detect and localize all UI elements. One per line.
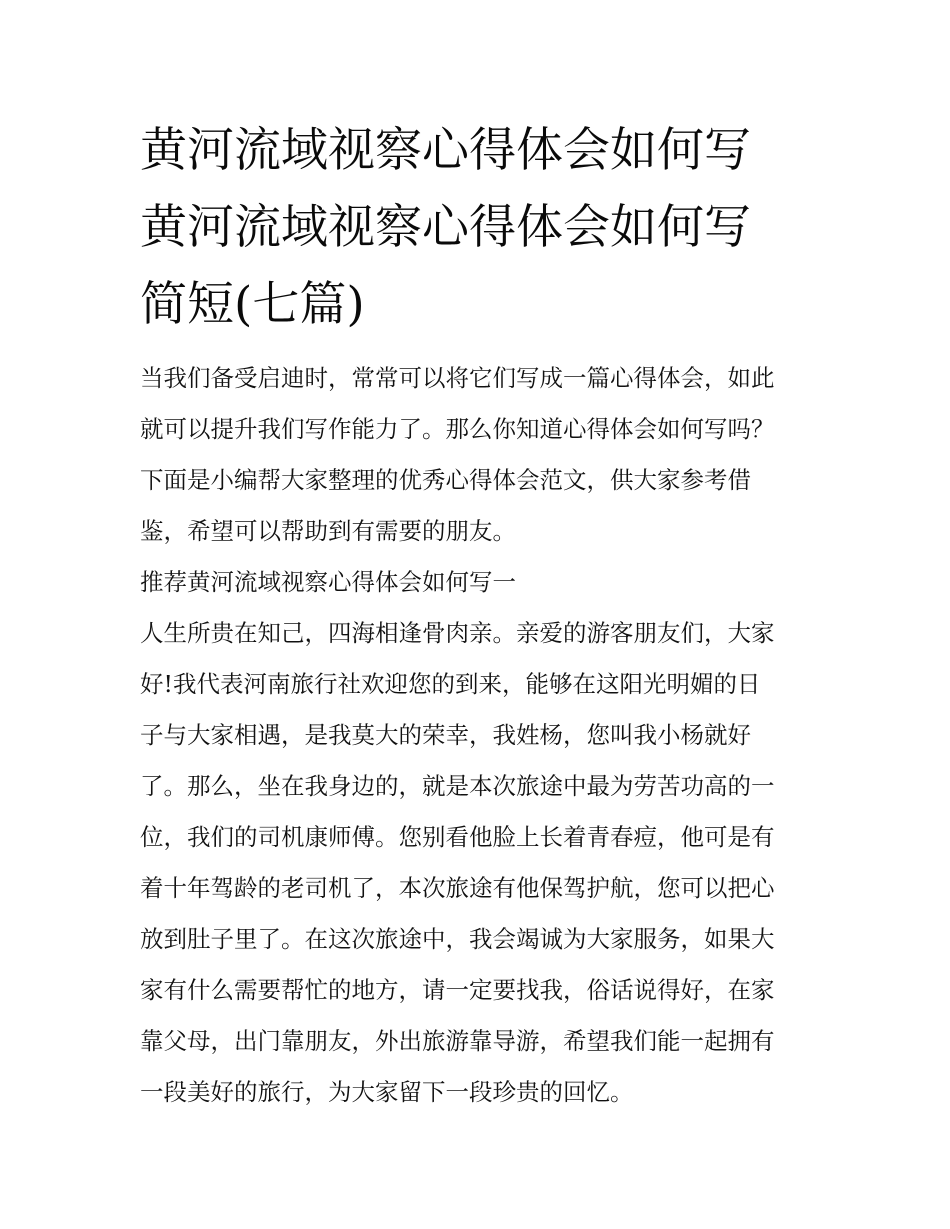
title-line: 黄河流域视察心得体会如何写 <box>140 123 751 178</box>
body-line: 放到肚子里了。在这次旅途中，我会竭诚为大家服务，如果大 <box>140 925 775 953</box>
intro-line: 就可以提升我们写作能力了。那么你知道心得体会如何写吗？ <box>140 415 775 443</box>
body-line: 了。那么，坐在我身边的，就是本次旅途中最为劳苦功高的一 <box>140 772 775 800</box>
section-heading: 推荐黄河流域视察心得体会如何写一 <box>140 568 516 596</box>
body-line: 靠父母，出门靠朋友，外出旅游靠导游，希望我们能一起拥有 <box>140 1027 775 1055</box>
body-line: 位，我们的司机康师傅。您别看他脸上长着青春痘，他可是有 <box>140 823 775 851</box>
intro-paragraph <box>140 353 816 557</box>
intro-line: 鉴，希望可以帮助到有需要的朋友。 <box>140 517 516 545</box>
title-line: 黄河流域视察心得体会如何写 <box>140 200 751 255</box>
body-line: 好!我代表河南旅行社欢迎您的到来，能够在这阳光明媚的日 <box>140 670 761 698</box>
body-line: 一段美好的旅行，为大家留下一段珍贵的回忆。 <box>140 1078 634 1106</box>
body-line: 子与大家相遇，是我莫大的荣幸，我姓杨，您叫我小杨就好 <box>140 721 751 749</box>
body-line: 人生所贵在知己，四海相逢骨肉亲。亲爱的游客朋友们，大家 <box>140 619 775 647</box>
page-title <box>140 112 816 343</box>
title-line: 简短(七篇) <box>140 277 365 332</box>
body-paragraph <box>140 608 816 1118</box>
body-line: 着十年驾龄的老司机了，本次旅途有他保驾护航，您可以把心 <box>140 874 775 902</box>
document-content <box>140 112 816 1118</box>
intro-line: 下面是小编帮大家整理的优秀心得体会范文，供大家参考借 <box>140 466 751 494</box>
body-line: 家有什么需要帮忙的地方，请一定要找我，俗话说得好，在家 <box>140 976 775 1004</box>
intro-line: 当我们备受启迪时，常常可以将它们写成一篇心得体会，如此 <box>140 364 775 392</box>
